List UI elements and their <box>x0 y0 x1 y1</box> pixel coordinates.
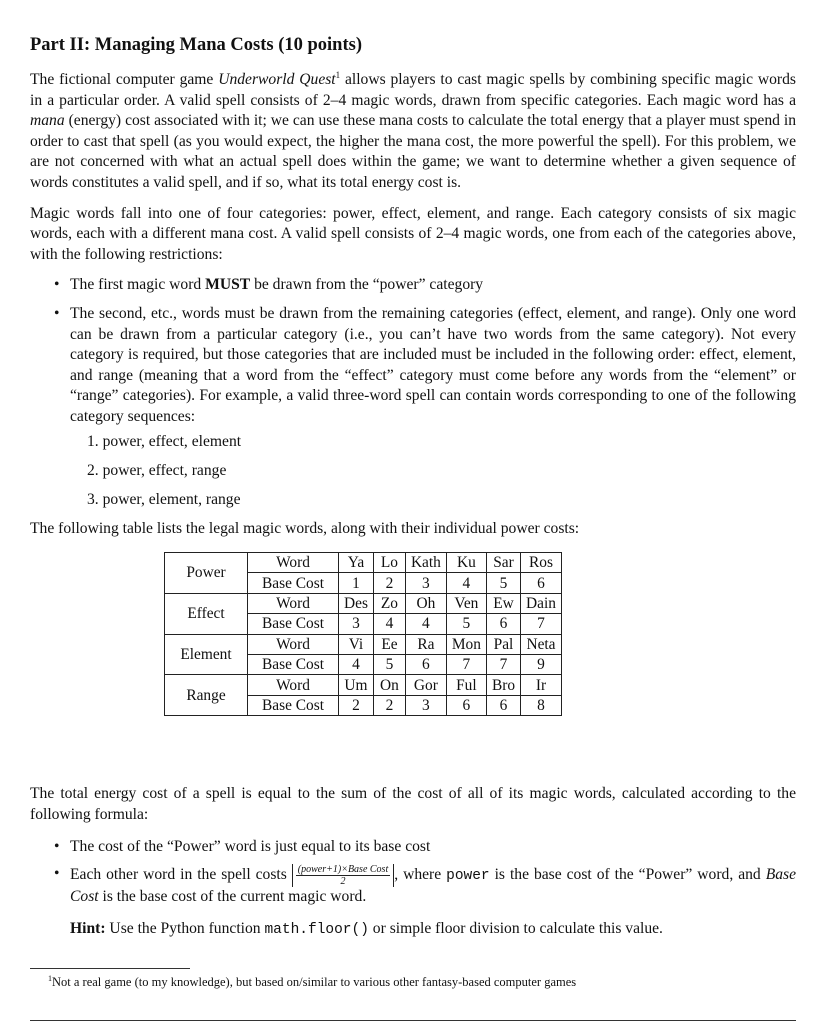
cost-cell: 2 <box>339 695 374 715</box>
cost-cell: 4 <box>373 614 405 634</box>
cost-cell: 5 <box>486 573 520 593</box>
cost-cell: 5 <box>446 614 486 634</box>
word-cell: Ful <box>446 675 486 695</box>
word-cell: Ku <box>446 553 486 573</box>
word-cell: Ven <box>446 593 486 613</box>
table-intro: The following table lists the legal magic words, along with their individual power costs: <box>30 520 580 538</box>
cost-label-cell: Base Cost <box>248 654 339 674</box>
word-cell: Ir <box>521 675 562 695</box>
cost-label-cell: Base Cost <box>248 695 339 715</box>
word-label-cell: Word <box>248 593 339 613</box>
word-cell: Des <box>339 593 374 613</box>
cost-cell: 6 <box>446 695 486 715</box>
magic-words-table <box>164 552 562 716</box>
word-cell: Dain <box>521 593 562 613</box>
cost-cell: 6 <box>486 614 520 634</box>
cost-cell: 2 <box>373 695 405 715</box>
cost-label-cell: Base Cost <box>248 614 339 634</box>
formula-item: • Each other word in the spell costs $\frac{\text{(power+1)×Base Cost}}{2}$ , where power is the base cost of the “Power” word, and Base Cost is the base cost of the current magic word. <box>54 863 796 905</box>
cost-cell: 6 <box>486 695 520 715</box>
cost-cell: 7 <box>446 654 486 674</box>
bottom-rule <box>30 1020 796 1021</box>
word-cell: Mon <box>446 634 486 654</box>
category-cell: Range <box>165 675 248 716</box>
category-cell: Effect <box>165 593 248 634</box>
total-cost-paragraph: The total energy cost of a spell is equal to the sum of the cost of all of its magic words, calculated according to the following formula: <box>30 785 796 823</box>
cost-formula: $\frac{\text{(power+1)×Base Cost}}{2}$ <box>292 864 394 887</box>
word-cell: Gor <box>405 675 446 695</box>
cost-cell: 6 <box>405 654 446 674</box>
formula-section <box>30 784 796 941</box>
sequence-item: 1. power, effect, element <box>87 432 242 450</box>
word-cell: Ee <box>373 634 405 654</box>
cost-cell: 7 <box>521 614 562 634</box>
intro-paragraph: The fictional computer game Underworld Quest$^1$ allows players to cast magic spells by combining specific magic words in a particular order. A valid spell consists of 2–4 magic words, drawn from specific categories. Each magic word has a mana (energy) cost associated with it; we can use these mana costs to calculate the total energy that a player must spend in order to cast that spell (as you would expect, the higher the mana cost, the more powerful the spell). For this problem, we are not concerned with what an actual spell does within the game; we want to determine whether a given sequence of words constitutes a valid spell, and if so, what its total energy cost is. <box>30 69 796 191</box>
footnote-mark: 1 <box>335 69 341 80</box>
word-cell: Ew <box>486 593 520 613</box>
word-row <box>165 593 562 613</box>
word-cell: Pal <box>486 634 520 654</box>
cost-cell: 2 <box>373 573 405 593</box>
cost-cell: 8 <box>521 695 562 715</box>
word-cell: Zo <box>373 593 405 613</box>
footnote: $^1$Not a real game (to my knowledge), but based on/similar to various other fantasy-based computer games <box>48 974 577 990</box>
game-name: Underworld Quest <box>218 71 336 88</box>
word-row <box>165 675 562 695</box>
word-cell: On <box>373 675 405 695</box>
cost-cell: 4 <box>339 654 374 674</box>
word-cell: Um <box>339 675 374 695</box>
word-cell: Ya <box>339 553 374 573</box>
word-cell: Sar <box>486 553 520 573</box>
word-cell: Oh <box>405 593 446 613</box>
word-cell: Ros <box>521 553 562 573</box>
word-cell: Lo <box>373 553 405 573</box>
cost-cell: 5 <box>373 654 405 674</box>
cost-cell: 4 <box>405 614 446 634</box>
categories-paragraph: Magic words fall into one of four categories: power, effect, element, and range. Each category consists of six magic words, each with a different mana cost. A valid spell consists of 2–4 magic words, one from each of the categories above, with the following restrictions: <box>30 204 796 263</box>
category-cell: Power <box>165 553 248 594</box>
sequence-item: 2. power, effect, range <box>87 461 227 479</box>
rules-list <box>30 275 796 510</box>
word-row <box>165 553 562 573</box>
cost-cell: 6 <box>521 573 562 593</box>
word-cell: Vi <box>339 634 374 654</box>
rule-item: • The first magic word MUST be drawn from the “power” category <box>54 276 484 294</box>
code-snippet: math.floor() <box>264 922 369 939</box>
hint-paragraph: Hint: Use the Python function math.floor() or simple floor division to calculate this value. <box>70 920 663 939</box>
word-label-cell: Word <box>248 634 339 654</box>
cost-cell: 1 <box>339 573 374 593</box>
footnote-divider <box>30 968 190 969</box>
cost-cell: 9 <box>521 654 562 674</box>
cost-label-cell: Base Cost <box>248 573 339 593</box>
rule-item: • The second, etc., words must be drawn from the remaining categories (effect, element, and range). Only one word can be drawn from a particular category (i.e., you can’t have two words from the same category). Not every category is required, but those categories that are included must be included in the following order: effect, element, and range (meaning that a word from the “effect” category must come before any words from the “element” or “range” categories). For example, a valid three-word spell can contain words corresponding to one of the following category sequences: 1. power, effect, element 2. power, effect, range 3. power, element, range <box>30 304 796 511</box>
category-cell: Element <box>165 634 248 675</box>
word-row <box>165 634 562 654</box>
sequence-item: 3. power, element, range <box>87 490 241 508</box>
cost-cell: 3 <box>405 573 446 593</box>
word-label-cell: Word <box>248 553 339 573</box>
cost-cell: 7 <box>486 654 520 674</box>
word-cell: Kath <box>405 553 446 573</box>
word-cell: Bro <box>486 675 520 695</box>
cost-cell: 4 <box>446 573 486 593</box>
word-cell: Neta <box>521 634 562 654</box>
document-page <box>30 34 796 540</box>
word-label-cell: Word <box>248 675 339 695</box>
cost-cell: 3 <box>405 695 446 715</box>
formula-item: • The cost of the “Power” word is just equal to its base cost <box>54 838 431 856</box>
word-cell: Ra <box>405 634 446 654</box>
section-heading: Part II: Managing Mana Costs (10 points) <box>30 35 362 55</box>
sequence-list <box>30 432 796 511</box>
cost-cell: 3 <box>339 614 374 634</box>
formula-list <box>30 837 796 907</box>
